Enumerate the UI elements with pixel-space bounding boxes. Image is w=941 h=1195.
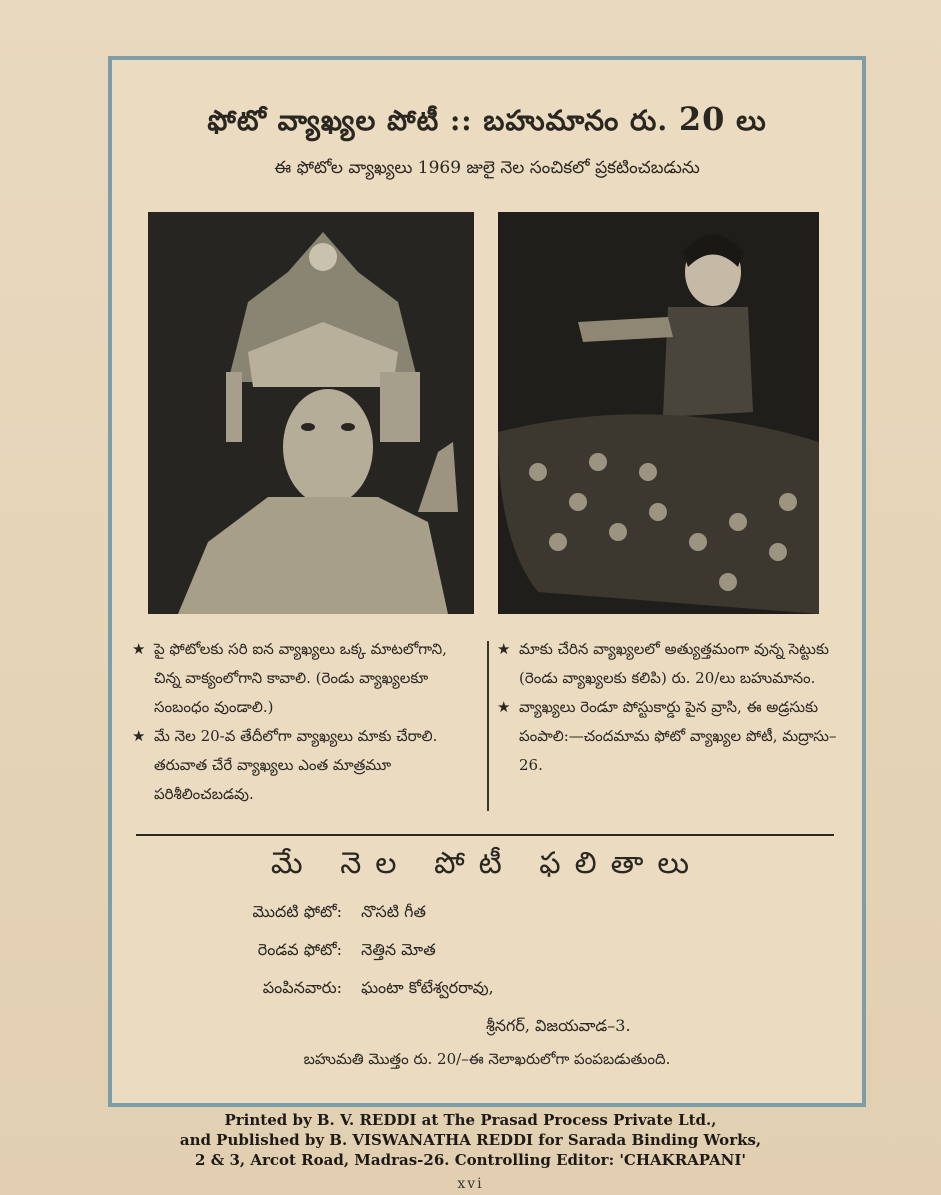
printer-imprint bbox=[0, 1110, 941, 1170]
imprint-line: and Published by B. VISWANATHA REDDI for Sarada Binding Works, bbox=[179, 1131, 762, 1149]
rule-text: మే నెల 20-వ తేదీలోగా వ్యాఖ్యలు మాకు చేరాలి. తరువాత చేరే వ్యాఖ్యలు ఎంత మాత్రమూ పరిశీలించబడవు. bbox=[154, 727, 438, 803]
section-divider bbox=[136, 834, 834, 836]
contest-rules bbox=[132, 635, 837, 815]
star-icon: ★ bbox=[497, 698, 511, 716]
dancer-crown-photo bbox=[148, 212, 474, 614]
rule-item bbox=[132, 722, 472, 809]
contest-box bbox=[108, 56, 866, 1107]
rule-item bbox=[497, 635, 837, 693]
result-value: ఘంటా కోటేశ్వరరావు, bbox=[361, 978, 494, 997]
result-value: నొసటి గీత bbox=[361, 902, 426, 921]
rules-left-column bbox=[132, 635, 472, 809]
result-value: నెత్తిన మోత bbox=[361, 940, 436, 959]
rule-text: వ్యాఖ్యలు రెండూ పోస్టుకార్డు పైన వ్రాసి, ఈ అడ్రసుకు పంపాలి:—చందమామ ఫోటో వ్యాఖ్యల పోటీ, మద్రాసు–26. bbox=[519, 698, 837, 774]
rules-right-column bbox=[497, 635, 837, 780]
result-label: మొదటి ఫోటో: bbox=[252, 902, 342, 921]
title-suffix: లు bbox=[736, 104, 767, 137]
contest-title bbox=[112, 100, 862, 144]
contest-subtitle: ఈ ఫోటోల వ్యాఖ్యలు 1969 జులై నెల సంచికలో ప్రకటించబడును bbox=[274, 158, 700, 178]
column-divider bbox=[487, 641, 489, 811]
title-text: ఫోటో వ్యాఖ్యల పోటీ :: బహుమానం రు. bbox=[207, 104, 669, 137]
prize-note: బహుమతి మొత్తం రు. 20/–ఈ నెలాఖరులోగా పంపబడుతుంది. bbox=[303, 1050, 671, 1068]
imprint-line: 2 & 3, Arcot Road, Madras-26. Controlling Editor: 'CHAKRAPANI' bbox=[195, 1151, 746, 1169]
dancer-skirt-photo bbox=[498, 212, 819, 614]
sender-address: శ్రీనగర్, విజయవాడ–3. bbox=[486, 1016, 631, 1035]
rule-text: మాకు చేరిన వ్యాఖ్యలలో అత్యుత్తమంగా వున్న సెట్టుకు (రెండు వ్యాఖ్యలకు కలిపి) రు. 20/లు బహుమానం. bbox=[519, 640, 829, 687]
page-folio: xvi bbox=[457, 1176, 484, 1192]
results-title: మే నెల పోటీ ఫలితాలు bbox=[270, 846, 704, 881]
star-icon: ★ bbox=[497, 640, 511, 658]
star-icon: ★ bbox=[132, 640, 146, 658]
imprint-line: Printed by B. V. REDDI at The Prasad Process Private Ltd., bbox=[224, 1111, 717, 1129]
title-amount: 20 bbox=[678, 100, 726, 138]
rule-item bbox=[132, 635, 472, 722]
result-label: రెండవ ఫోటో: bbox=[257, 940, 342, 959]
star-icon: ★ bbox=[132, 727, 146, 745]
sender-result bbox=[192, 978, 494, 1001]
second-photo-result bbox=[192, 940, 436, 963]
first-photo-result bbox=[192, 902, 426, 925]
rule-item bbox=[497, 693, 837, 780]
rule-text: పై ఫోటోలకు సరి ఐన వ్యాఖ్యలు ఒక్క మాటలోగాని, చిన్న వాక్యంలోగాని కావాలి. (రెండు వ్యాఖ్యలకూ సంబంధం వుండాలి.) bbox=[154, 640, 447, 716]
result-label: పంపినవారు: bbox=[262, 978, 342, 997]
